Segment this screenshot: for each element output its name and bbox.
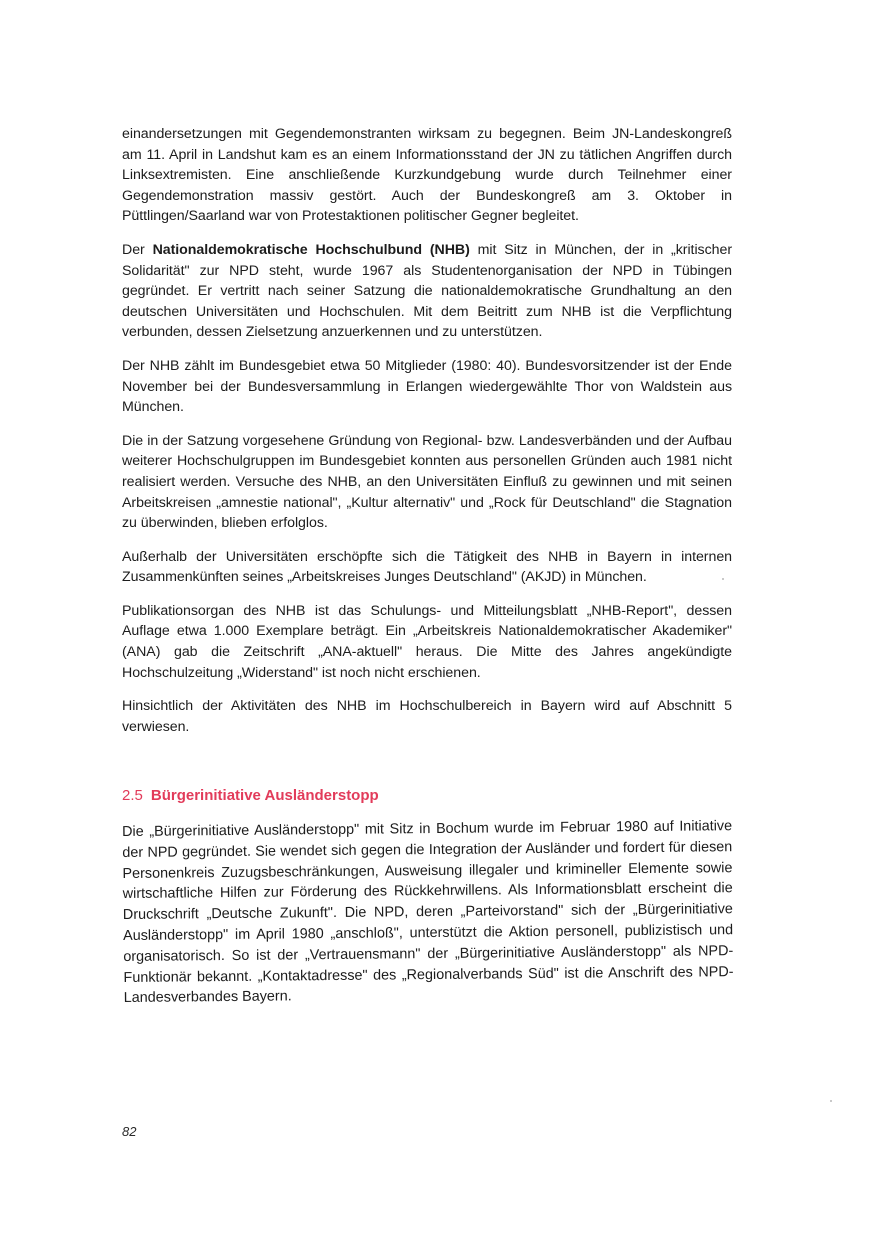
- section-heading: [122, 787, 732, 804]
- nhb-name-bold: Nationaldemokratische Hochschulbund (NHB): [152, 241, 470, 258]
- paragraph-nhb-members: Der NHB zählt im Bundesgebiet etwa 50 Mitglieder (1980: 40). Bundesvorsitzender ist der Ende November bei der Bundesversammlung in Erlangen wiedergewählte Thor von Waldstein aus München.: [122, 357, 732, 416]
- paragraph-counter-demonstrations: einandersetzungen mit Gegendemonstranten wirksam zu begegnen. Beim JN-Landeskongreß am 11. April in Landshut kam es an einem Informationsstand der JN zu tätlichen Angriffen durch Linksextremisten. Eine anschließende Kurzkundgebung wurde durch Teilnehmer einer Gegendemonstration massiv gestört. Auch der Bundeskongreß am 3. Oktober in Püttlingen/Saarland war von Protestaktionen politischer Gegner begleitet.: [122, 126, 732, 225]
- paragraph-nhb-reference: Hinsichtlich der Aktivitäten des NHB im Hochschulbereich in Bayern wird auf Abschnitt 5 verwiesen.: [122, 698, 732, 735]
- paragraph-rest: mit Sitz in München, der in „kritischer Solidarität" zur NPD steht, wurde 1967 als Studentenorganisation der NPD in Tübingen gegründet. Er vertritt nach seiner Satzung die nationaldemokratische Grundhaltung an den deutschen Universitäten und Hochschulen. Mit dem Beitritt zum NHB ist die Verpflichtung verbunden, dessen Zielsetzung anzuerkennen und zu unterstützen.: [122, 241, 732, 341]
- page-body: [122, 124, 732, 1010]
- scan-speck: [830, 1100, 832, 1102]
- scan-speck: [722, 578, 724, 580]
- page-number: 82: [122, 1124, 137, 1139]
- paragraph-nhb-statute: Die in der Satzung vorgesehene Gründung von Regional- bzw. Landesverbänden und der Aufbau weiterer Hochschulgruppen im Bundesgebiet konnten aus personellen Gründen auch 1981 nicht realisiert werden. Versuche des NHB, an den Universitäten Einfluß zu gewinnen und mit seinen Arbeitskreisen „amnestie national", „Kultur alternativ" und „Rock für Deutschland" die Stagnation zu überwinden, blieben erfolglos.: [122, 432, 732, 532]
- section-number: 2.5: [122, 787, 143, 805]
- paragraph-nhb-bavaria: Außerhalb der Universitäten erschöpfte sich die Tätigkeit des NHB in Bayern in internen Zusammenkünften seines „Arbeitskreises Junges Deutschland" (AKJD) in München.: [122, 548, 732, 586]
- paragraph-nhb-publications: Publikationsorgan des NHB ist das Schulungs- und Mitteilungsblatt „NHB-Report", dessen Auflage etwa 1.000 Exemplare beträgt. Ein „Arbeitskreis Nationaldemokratischer Akademiker" (ANA) gab die Zeitschrift „ANA-aktuell" heraus. Die Mitte des Jahres angekündigte Hochschulzeitung „Widerstand" ist noch nicht erschienen.: [122, 602, 732, 681]
- paragraph-nhb-intro: [122, 240, 732, 343]
- paragraph-buergerinitiative: Die „Bürgerinitiative Ausländerstopp" mit Sitz in Bochum wurde im Februar 1980 auf Initiative der NPD gegründet. Sie wendet sich gegen die Integration der Ausländer und fordert für diesen Personenkreis Zuzugsbeschränkungen, Ausweisung illegaler und krimineller Elemente sowie wirtschaftliche Hilfen zur Förderung des Rückkehrwillens. Als Informationsblatt erscheint die Druckschrift „Deutsche Zukunft". Die NPD, deren „Parteivorstand" sich der „Bürgerinitiative Ausländerstopp" im April 1980 „anschloß", unterstützt die Aktion personell, publizistisch und organisatorisch. So ist der „Vertrauensmann" der „Bürgerinitiative Ausländerstopp" als NPD-Funktionär bekannt. „Kontaktadresse" des „Regionalverbands Süd" ist die Anschrift des NPD-Landesverbandes Bayern.: [122, 818, 734, 1007]
- section-title: Bürgerinitiative Ausländerstopp: [150, 787, 379, 805]
- paragraph-lead: Der: [122, 241, 153, 258]
